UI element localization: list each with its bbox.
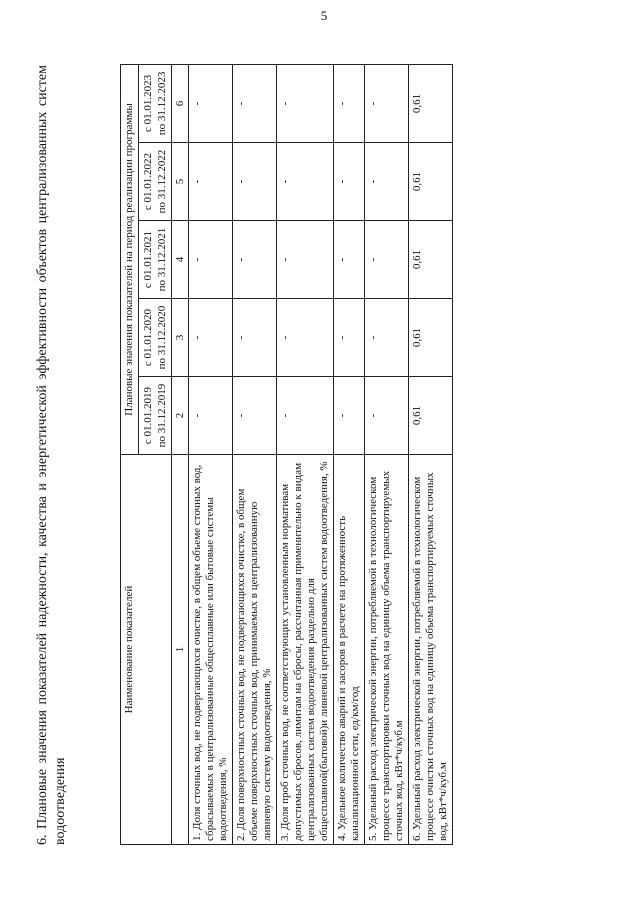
table-row (365, 64, 409, 844)
period-header: с 01.01.2023 по 31.12.2023 (139, 64, 172, 142)
indicator-value: - (277, 142, 334, 220)
indicator-value: - (277, 298, 334, 376)
column-number: 6 (172, 64, 189, 142)
indicator-value: 0,61 (409, 376, 453, 454)
table-row (334, 64, 365, 844)
indicator-value: 0,61 (409, 64, 453, 142)
indicator-name: 5. Удельный расход электрической энергии, потребляемой в технологическом процессе транспортировки сточных вод на единицу объема транспортируемых сточных вод, кВт*ч/куб.м (365, 454, 409, 844)
indicator-name: 1. Доля сточных вод, не подвергающихся очистке, в общем объеме сточных вод, сбрасываемых в централизованные общесплавные или бытовые системы водоотведения, % (189, 454, 233, 844)
period-header: с 01.01.2021 по 31.12.2021 (139, 220, 172, 298)
indicator-value: - (189, 142, 233, 220)
indicator-value: - (277, 64, 334, 142)
column-number: 2 (172, 376, 189, 454)
period-header: с 01.01.2022 по 31.12.2022 (139, 142, 172, 220)
indicator-name: 3. Доля проб сточных вод, не соответствующих установленным нормативам допустимых сбросов, лимитам на сбросы, рассчитанная применительно к видам централизованных систем водоотведения раздельно для общесплавной(бытовой)и ливневой централизованных систем водоотведения, % (277, 454, 334, 844)
indicator-name: 6. Удельный расход электрической энергии, потребляемой в технологическом процессе очистки сточных вод на единицу объема транспортируемых сточных вод, кВт*ч/куб.м (409, 454, 453, 844)
indicator-value: 0,61 (409, 142, 453, 220)
table-row (189, 64, 233, 844)
planned-values-header: Плановые значения показателей на период реализации программы (121, 64, 139, 454)
indicator-value: - (365, 298, 409, 376)
column-number: 4 (172, 220, 189, 298)
indicator-value: - (365, 142, 409, 220)
indicator-value: - (233, 64, 277, 142)
page-number: 5 (320, 8, 328, 23)
table-row (233, 64, 277, 844)
indicator-value: - (233, 376, 277, 454)
name-column-header: Наименование показателей (121, 454, 172, 844)
indicator-value: - (189, 298, 233, 376)
indicator-value: - (365, 376, 409, 454)
indicator-value: - (233, 220, 277, 298)
column-number: 3 (172, 298, 189, 376)
indicator-value: 0,61 (409, 298, 453, 376)
indicator-value: - (334, 142, 365, 220)
indicator-name: 2. Доля поверхностных сточных вод, не подвергающихся очистке, в общем объеме поверхностных сточных вод, принимаемых в централизованную ливневую систему водоотведения, % (233, 454, 277, 844)
indicator-value: - (334, 376, 365, 454)
indicator-value: - (277, 376, 334, 454)
indicators-table (120, 63, 453, 844)
rotated-content (20, 23, 620, 883)
indicator-value: - (233, 142, 277, 220)
column-number: 1 (172, 454, 189, 844)
period-header: с 01.01.2019 по 31.12.2019 (139, 376, 172, 454)
indicator-value: - (334, 220, 365, 298)
indicator-value: - (365, 64, 409, 142)
indicator-value: - (189, 220, 233, 298)
indicator-value: - (334, 298, 365, 376)
indicator-value: 0,61 (409, 220, 453, 298)
indicator-name: 4. Удельное количество аварий и засоров в расчете на протяженность канализационной сети, ед/км/год (334, 454, 365, 844)
indicator-value: - (189, 376, 233, 454)
period-header: с 01.01.2020 по 31.12.2020 (139, 298, 172, 376)
table-row (409, 64, 453, 844)
column-number: 5 (172, 142, 189, 220)
indicator-value: - (365, 220, 409, 298)
indicator-value: - (277, 220, 334, 298)
section-heading: 6. Плановые значения показателей надежности, качества и энергетической эффективности объектов централизованных систем водоотведения (35, 64, 68, 845)
table-row (277, 64, 334, 844)
indicator-value: - (233, 298, 277, 376)
indicator-value: - (334, 64, 365, 142)
indicator-value: - (189, 64, 233, 142)
